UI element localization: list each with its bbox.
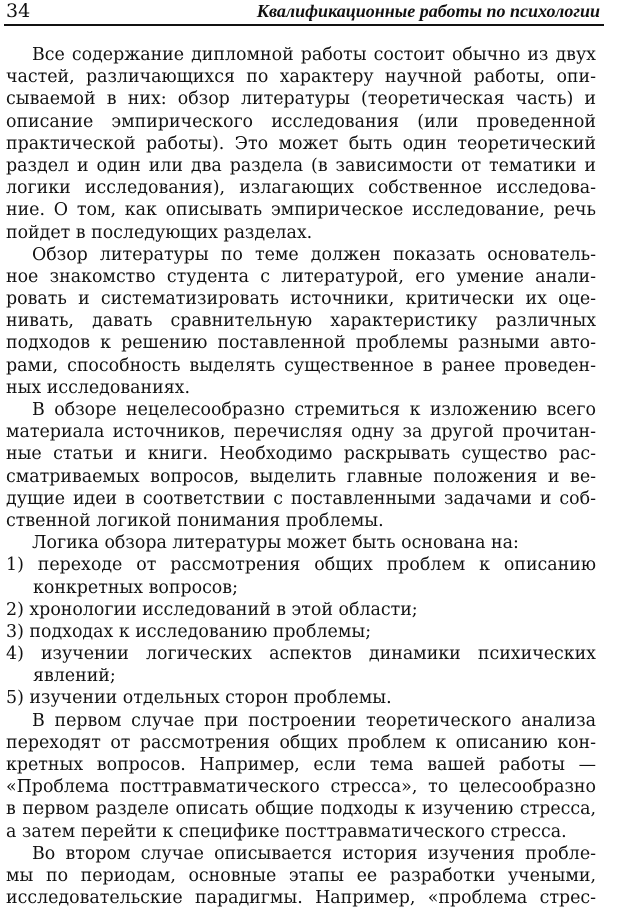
text-line: 5) изучении отдельных сторон проблемы. xyxy=(6,688,392,709)
text-line: сываемой в них: обзор литературы (теоретическая часть) и xyxy=(6,89,596,110)
list-item xyxy=(6,643,596,687)
paragraph xyxy=(6,710,596,843)
text-line: конкретных вопросов; xyxy=(33,577,238,598)
text-line: 1) переходе от рассмотрения общих проблем к описанию xyxy=(6,555,596,576)
list-item xyxy=(6,687,596,709)
text-line: ное знакомство студента с литературой, его умение анали- xyxy=(6,266,596,287)
text-line: раздел и один или два раздела (в зависимости от тематики и xyxy=(6,155,596,176)
text-line: пойдет в последующих разделах. xyxy=(6,222,313,243)
body-text xyxy=(6,44,596,909)
paragraph xyxy=(6,399,596,532)
text-line: описание эмпирического исследования (или проведенной xyxy=(6,111,596,132)
running-title: Квалификационные работы по психологии xyxy=(256,1,600,21)
text-line: ных исследованиях. xyxy=(6,377,191,398)
text-line: в первом разделе описать общие подходы к изучению стресса, xyxy=(6,799,596,820)
text-line: В обзоре нецелесообразно стремиться к изложению всего xyxy=(32,400,596,420)
text-line: ровать и систематизировать источники, критически их оце- xyxy=(6,289,596,310)
list-item xyxy=(6,554,596,598)
text-line: ние. О том, как описывать эмпирическое исследование, речь xyxy=(6,200,596,221)
paragraph xyxy=(6,44,596,244)
paragraph xyxy=(6,244,596,399)
text-line: логики исследования), излагающих собственное исследова- xyxy=(6,178,596,199)
text-line: явлений; xyxy=(33,666,116,687)
text-line: 3) подходах к исследованию проблемы; xyxy=(6,621,372,642)
text-line: дущие идеи в соответствии с поставленными задачами и соб- xyxy=(6,488,596,509)
text-line: нивать, давать сравнительную характеристику различных xyxy=(6,311,596,332)
text-line: Логика обзора литературы может быть основана на: xyxy=(32,533,519,554)
text-line: рами, способность выделять существенное в ранее проведен- xyxy=(6,355,596,376)
list-item xyxy=(6,621,596,643)
text-line: подходов к решению поставленной проблемы разными авто- xyxy=(6,333,596,354)
text-line: исследовательские парадигмы. Например, «проблема стрес- xyxy=(6,888,596,909)
page-number: 34 xyxy=(6,0,31,22)
text-line: мы по периодам, основные этапы ее разработки учеными, xyxy=(6,865,596,886)
text-line: Все содержание дипломной работы состоит обычно из двух xyxy=(32,45,596,65)
text-line: ные статьи и книги. Необходимо раскрывать существо рас- xyxy=(6,444,596,465)
text-line: «Проблема посттравматического стресса», то целесообразно xyxy=(6,777,596,798)
text-line: сматриваемых вопросов, выделить главные положения и ве- xyxy=(6,466,596,487)
list-item xyxy=(6,599,596,621)
text-line: ственной логикой понимания проблемы. xyxy=(6,510,384,531)
text-line: кретных вопросов. Например, если тема вашей работы — xyxy=(6,755,596,775)
text-line: материала источников, перечисляя одну за другой прочитан- xyxy=(6,422,596,443)
paragraph xyxy=(6,843,596,910)
text-line: 2) хронологии исследований в этой области; xyxy=(6,599,418,620)
running-head xyxy=(4,0,604,26)
text-line: 4) изучении логических аспектов динамики психических xyxy=(6,644,596,665)
text-line: частей, различающихся по характеру научной работы, опи- xyxy=(6,67,596,88)
text-line: а затем перейти к специфике посттравматического стресса. xyxy=(6,821,567,842)
text-line: В первом случае при построении теоретического анализа xyxy=(32,710,596,731)
text-line: Обзор литературы по теме должен показать основатель- xyxy=(32,244,596,265)
paragraph xyxy=(6,532,596,554)
text-line: переходят от рассмотрения общих проблем к описанию кон- xyxy=(6,732,596,753)
text-line: практической работы). Это может быть один теоретический xyxy=(6,133,596,154)
text-line: Во втором случае описывается история изучения пробле- xyxy=(32,843,596,864)
